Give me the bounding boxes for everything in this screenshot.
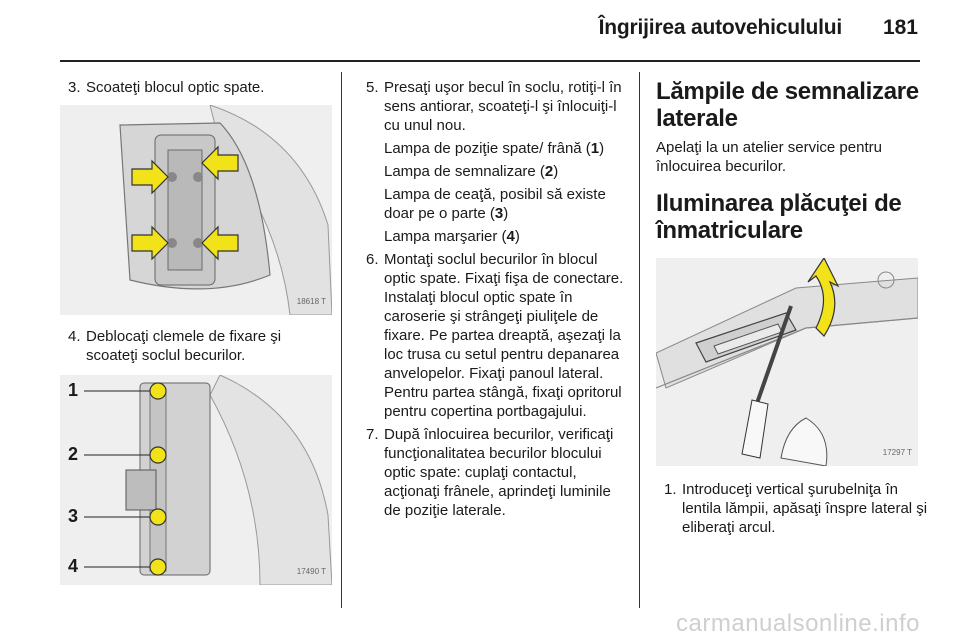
step-number: 7. — [366, 426, 379, 443]
section-heading-plate-light: Iluminarea plăcuţei de înmatriculare — [656, 190, 902, 244]
step-number: 5. — [366, 79, 379, 96]
step-number: 6. — [366, 251, 379, 268]
bulb-socket-illustration — [60, 375, 332, 585]
figure-bulb-socket — [60, 375, 332, 585]
column-divider-1 — [341, 72, 342, 608]
step-text: Presaţi uşor becul în soclu, rotiţi-l în sens antiorar, scoateţi-l şi înlocuiţi-l cu unul nou. — [384, 79, 622, 134]
step-1 — [656, 480, 928, 537]
callout-3: 3 — [68, 506, 79, 526]
column-middle — [358, 78, 626, 520]
page-number: 181 — [882, 16, 918, 39]
step-number: 3. — [68, 79, 81, 96]
step-text: După înlocuirea becurilor, verificaţi funcţionalitatea becurilor blocului optic spate: cuplaţi contactul, acţionaţi frânele, aprindeţi luminile de poziţie laterale. — [384, 426, 614, 519]
tail-lamp-illustration — [60, 105, 332, 315]
figure-code: 18618 T — [296, 297, 326, 306]
page-header — [0, 0, 960, 60]
chapter-title: Îngrijirea autovehiculului — [598, 16, 842, 39]
figure-code: 17297 T — [882, 448, 912, 457]
lamp-item-4: Lampa marşarier (4) — [384, 228, 520, 245]
column-divider-2 — [639, 72, 640, 608]
figure-tail-lamp-removal — [60, 105, 332, 315]
column-left — [60, 78, 332, 585]
step-text: Introduceţi vertical şurubelniţa în lentila lămpii, apăsaţi înspre lateral şi eliberaţi arcul. — [682, 481, 928, 536]
lamp-item-2: Lampa de semnalizare (2) — [384, 163, 559, 180]
step-7 — [358, 425, 626, 520]
step-text: Montaţi soclul becurilor în blocul optic spate. Fixaţi fişa de conectare. Instalaţi blocul optic spate în caroserie şi strângeţi piuliţele de fixare. Pe partea dreaptă, aşezaţi la loc trusa cu setul pentru depanarea anvelopelor. Fixaţi panoul lateral. Pentru partea stângă, fixaţi opritorul pentru copertina portbagajului. — [384, 251, 624, 420]
step-3 — [60, 78, 332, 97]
section-heading-side-lamps: Lămpile de semnalizare laterale — [656, 78, 919, 132]
step-4 — [60, 327, 332, 365]
step-6 — [358, 250, 626, 421]
column-right — [656, 78, 928, 537]
callout-1: 1 — [68, 380, 79, 400]
lamp-item-1: Lampa de poziţie spate/ frână (1) — [384, 140, 605, 157]
paragraph-side-lamps: Apelaţi la un atelier service pentru înlocuirea becurilor. — [656, 139, 882, 175]
step-5 — [358, 78, 626, 135]
header-rule — [60, 60, 920, 62]
callout-4: 4 — [68, 556, 79, 576]
lamp-item-3: Lampa de ceaţă, posibil să existe doar pe o parte (3) — [384, 186, 606, 222]
step-number: 4. — [68, 328, 81, 345]
figure-plate-light — [656, 258, 918, 466]
figure-code: 17490 T — [296, 567, 326, 576]
step-text: Deblocaţi clemele de fixare şi scoateţi soclul becurilor. — [86, 328, 282, 364]
step-text: Scoateţi blocul optic spate. — [86, 79, 265, 96]
watermark: carmanualsonline.info — [676, 610, 920, 637]
step-number: 1. — [664, 481, 677, 498]
plate-light-illustration — [656, 258, 918, 466]
callout-2: 2 — [68, 444, 79, 464]
